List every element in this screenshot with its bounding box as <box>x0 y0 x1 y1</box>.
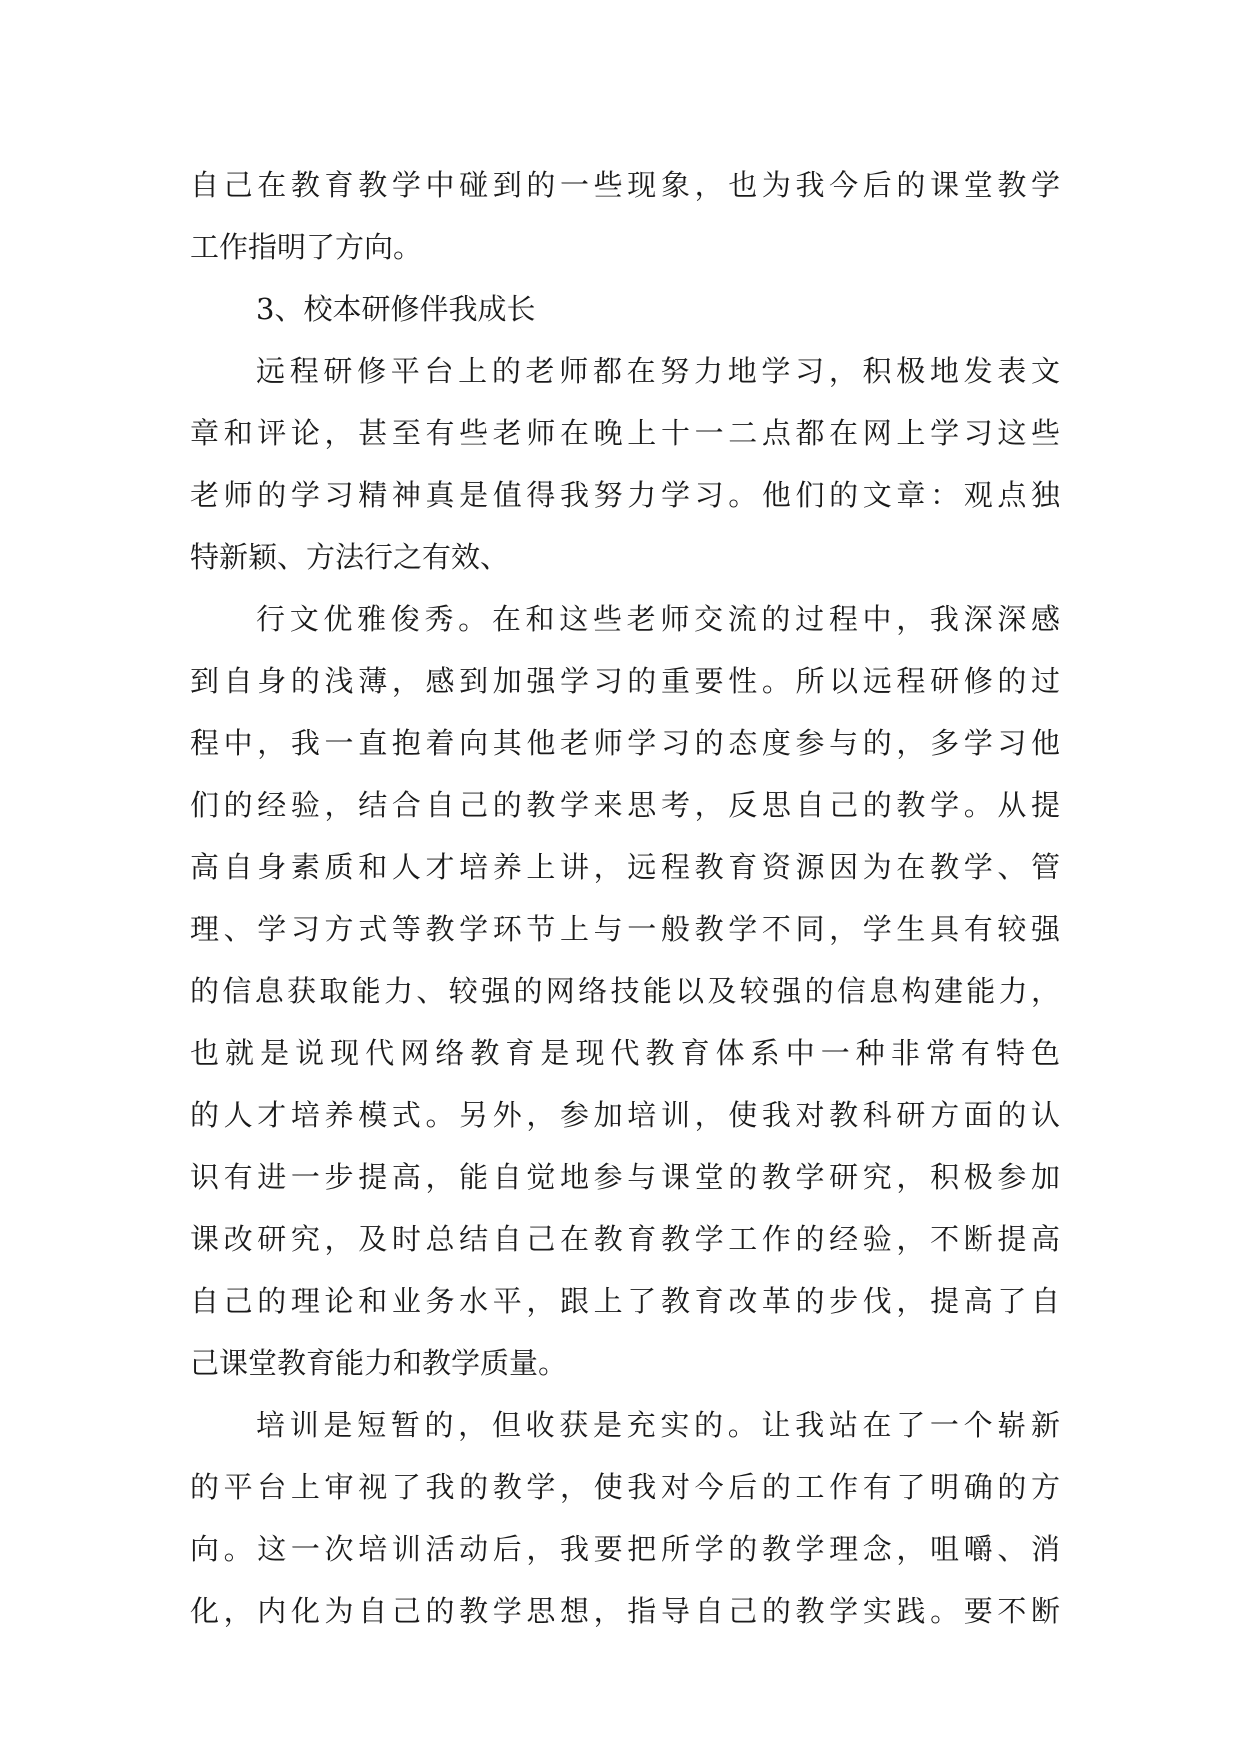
text-line: 章和评论，甚至有些老师在晚上十一二点都在网上学习这些 <box>190 416 1060 450</box>
text-line: 的平台上审视了我的教学，使我对今后的工作有了明确的方 <box>190 1470 1060 1504</box>
text-line: 到自身的浅薄，感到加强学习的重要性。所以远程研修的过 <box>190 664 1060 698</box>
text-line: 化，内化为自己的教学思想，指导自己的教学实践。要不断 <box>190 1594 1060 1628</box>
text-line: 3、校本研修伴我成长 <box>256 292 536 326</box>
text-line: 也就是说现代网络教育是现代教育体系中一种非常有特色 <box>190 1036 1060 1070</box>
text-line: 自己的理论和业务水平，跟上了教育改革的步伐，提高了自 <box>190 1284 1060 1318</box>
text-line: 行文优雅俊秀。在和这些老师交流的过程中，我深深感 <box>256 602 1060 636</box>
text-line: 培训是短暂的，但收获是充实的。让我站在了一个崭新 <box>256 1408 1060 1442</box>
text-line: 自己在教育教学中碰到的一些现象，也为我今后的课堂教学 <box>190 168 1060 202</box>
text-line: 程中，我一直抱着向其他老师学习的态度参与的，多学习他 <box>190 726 1060 760</box>
text-line: 识有进一步提高，能自觉地参与课堂的教学研究，积极参加 <box>190 1160 1060 1194</box>
text-line: 老师的学习精神真是值得我努力学习。他们的文章：观点独 <box>190 478 1060 512</box>
text-line: 的人才培养模式。另外，参加培训，使我对教科研方面的认 <box>190 1098 1060 1132</box>
text-line: 理、学习方式等教学环节上与一般教学不同，学生具有较强 <box>190 912 1060 946</box>
text-line: 向。这一次培训活动后，我要把所学的教学理念，咀嚼、消 <box>190 1532 1060 1566</box>
text-line: 高自身素质和人才培养上讲，远程教育资源因为在教学、管 <box>190 850 1060 884</box>
text-line: 远程研修平台上的老师都在努力地学习，积极地发表文 <box>256 354 1060 388</box>
text-line: 工作指明了方向。 <box>190 230 423 264</box>
text-line: 们的经验，结合自己的教学来思考，反思自己的教学。从提 <box>190 788 1060 822</box>
text-line: 课改研究，及时总结自己在教育教学工作的经验，不断提高 <box>190 1222 1060 1256</box>
text-line: 的信息获取能力、较强的网络技能以及较强的信息构建能力， <box>190 974 1060 1008</box>
text-line: 己课堂教育能力和教学质量。 <box>190 1346 568 1380</box>
text-line: 特新颖、方法行之有效、 <box>190 540 510 574</box>
body-text <box>190 154 1060 1642</box>
